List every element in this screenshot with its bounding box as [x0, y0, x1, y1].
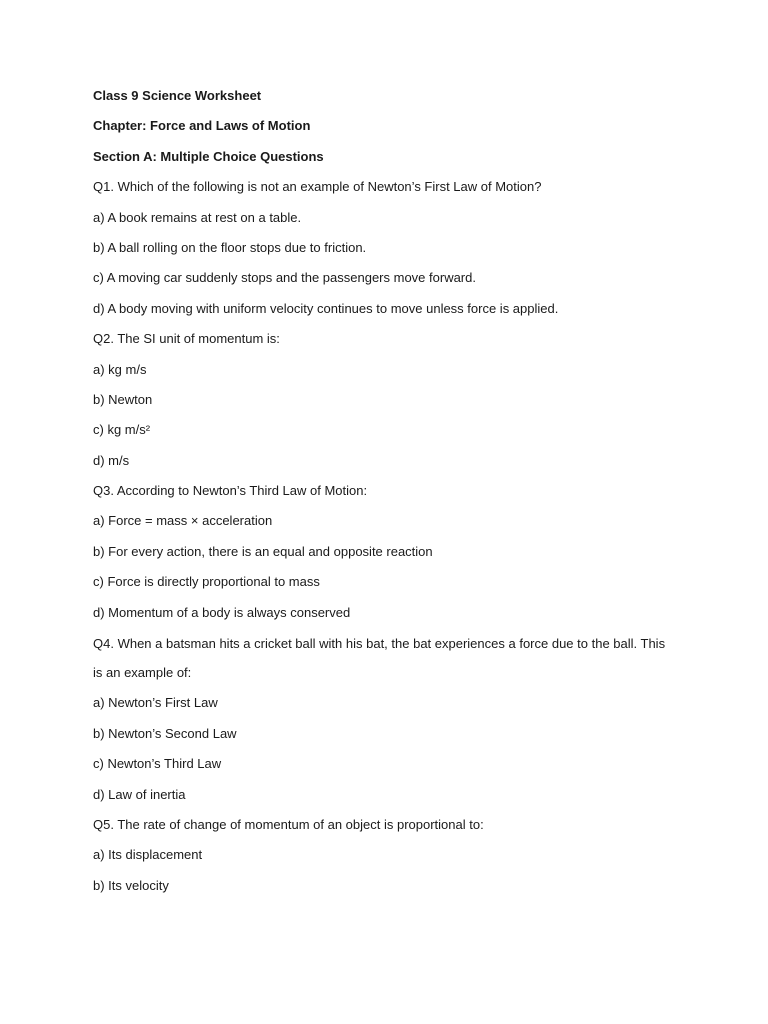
question-4-continuation: is an example of:: [93, 665, 192, 681]
question-3: Q3. According to Newton’s Third Law of Motion:: [93, 483, 368, 499]
q3-option-c: c) Force is directly proportional to mass: [93, 574, 320, 590]
question-2: Q2. The SI unit of momentum is:: [93, 331, 280, 347]
question-4: Q4. When a batsman hits a cricket ball with his bat, the bat experiences a force due to the ball. This: [93, 635, 666, 651]
q1-option-a: a) A book remains at rest on a table.: [93, 209, 302, 225]
q2-option-a: a) kg m/s: [93, 361, 147, 377]
q3-option-d: d) Momentum of a body is always conserved: [93, 604, 351, 620]
q1-option-b: b) A ball rolling on the floor stops due to friction.: [93, 239, 367, 255]
q2-option-c: c) kg m/s²: [93, 422, 151, 438]
q1-option-c: c) A moving car suddenly stops and the passengers move forward.: [93, 270, 476, 286]
q5-option-b: b) Its velocity: [93, 877, 169, 893]
q4-option-c: c) Newton’s Third Law: [93, 756, 222, 772]
q4-option-d: d) Law of inertia: [93, 786, 186, 802]
q2-option-d: d) m/s: [93, 452, 130, 468]
q3-option-b: b) For every action, there is an equal and opposite reaction: [93, 543, 433, 559]
q3-option-a: a) Force = mass × acceleration: [93, 513, 273, 529]
q1-option-d: d) A body moving with uniform velocity continues to move unless force is applied.: [93, 300, 559, 316]
question-1: Q1. Which of the following is not an example of Newton’s First Law of Motion?: [93, 179, 542, 195]
worksheet-title: Class 9 Science Worksheet: [93, 88, 262, 103]
chapter-heading: Chapter: Force and Laws of Motion: [93, 118, 311, 134]
q4-option-a: a) Newton’s First Law: [93, 695, 218, 711]
q5-option-a: a) Its displacement: [93, 847, 203, 863]
section-heading: Section A: Multiple Choice Questions: [93, 148, 324, 164]
question-5: Q5. The rate of change of momentum of an object is proportional to:: [93, 816, 484, 832]
q4-option-b: b) Newton’s Second Law: [93, 725, 237, 741]
q2-option-b: b) Newton: [93, 391, 153, 407]
